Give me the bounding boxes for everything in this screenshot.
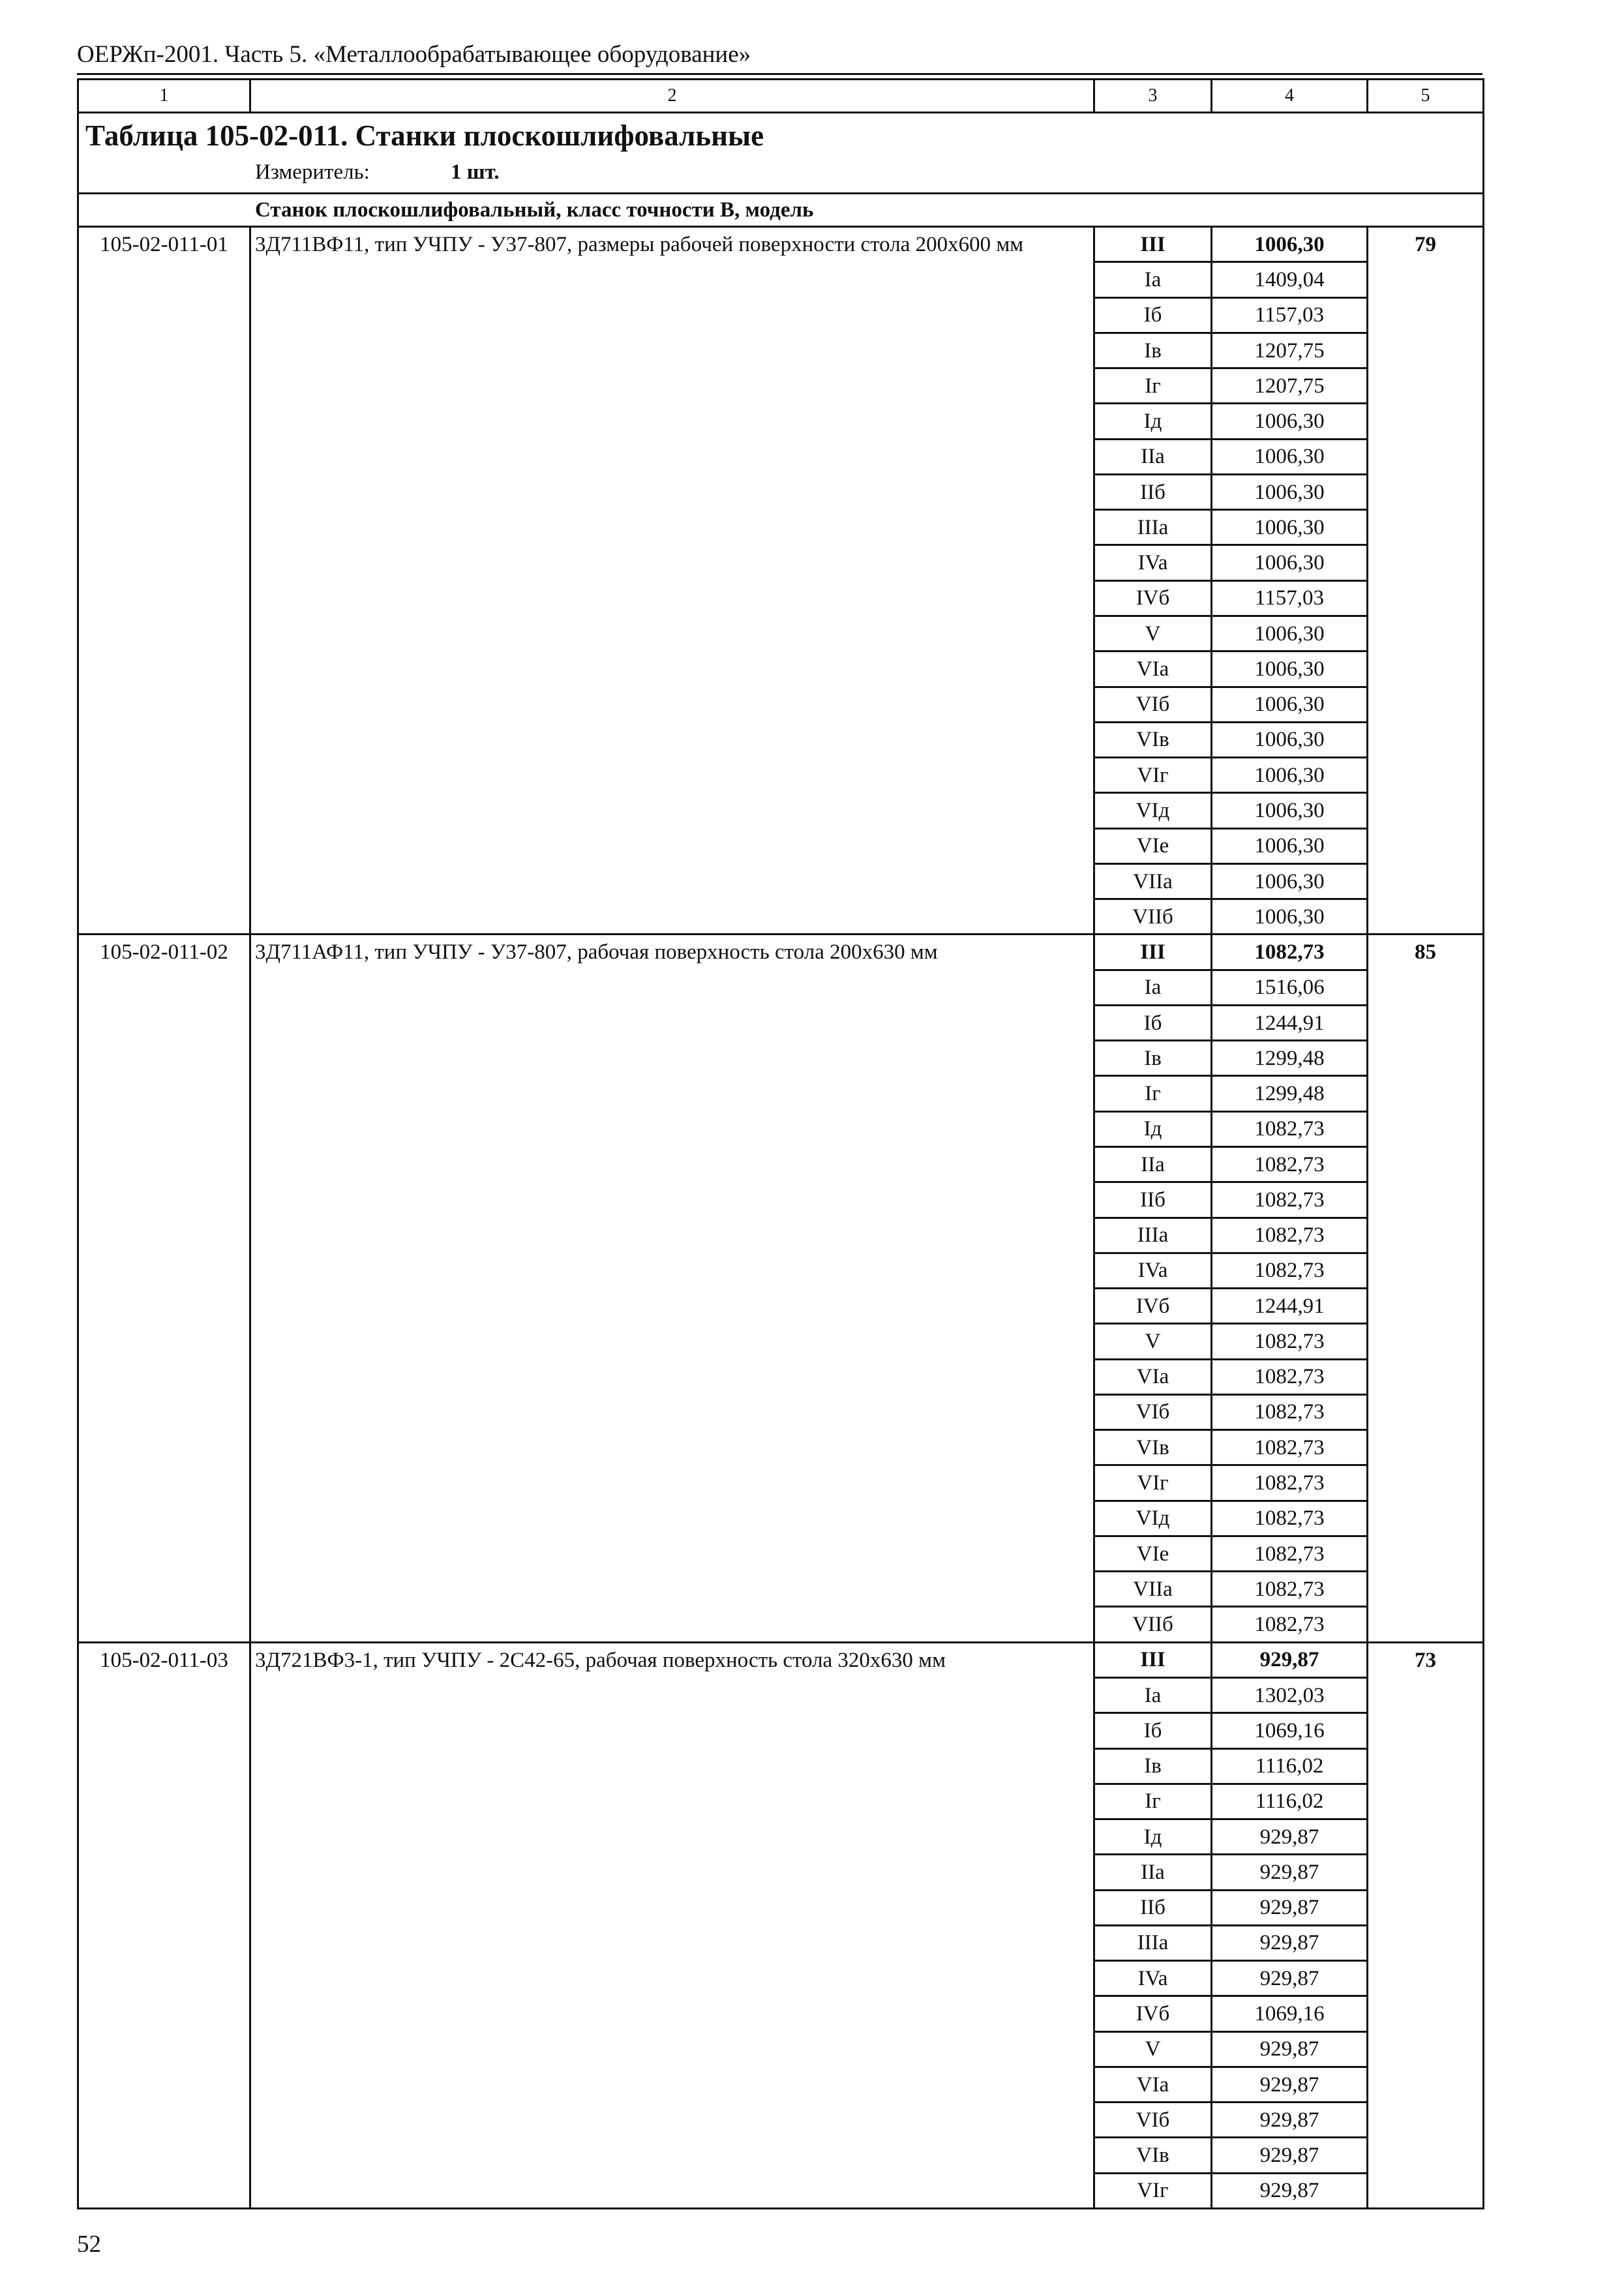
price-cell: 1006,30 [1212, 439, 1368, 474]
price-cell: 1082,73 [1212, 1111, 1368, 1146]
table-row [78, 935, 1484, 970]
zone-cell: IIIa [1094, 1218, 1212, 1253]
zone-cell: VIд [1094, 1501, 1212, 1536]
price-cell: 1069,16 [1212, 1713, 1368, 1748]
zone-cell: Iд [1094, 1819, 1212, 1855]
zone-cell: Iг [1094, 1076, 1212, 1111]
unit-line [255, 159, 500, 185]
price-cell: 1082,73 [1212, 1359, 1368, 1394]
price-cell: 1006,30 [1212, 863, 1368, 899]
table-title: Таблица 105-02-011. Станки плоскошлифовальные [85, 119, 764, 153]
price-cell: 1006,30 [1212, 227, 1368, 262]
entry-number: 73 [1368, 1642, 1484, 2208]
zone-cell: Ia [1094, 262, 1212, 297]
price-cell: 1006,30 [1212, 687, 1368, 722]
entry-code: 105-02-011-03 [78, 1642, 250, 2208]
price-cell: 1082,73 [1212, 1536, 1368, 1571]
zone-cell: V [1094, 616, 1212, 651]
price-cell: 1244,91 [1212, 1289, 1368, 1324]
zone-cell: VIд [1094, 793, 1212, 828]
price-cell: 929,87 [1212, 1925, 1368, 1960]
price-cell: 1069,16 [1212, 1996, 1368, 2031]
price-cell: 1299,48 [1212, 1076, 1368, 1111]
zone-cell: VIIб [1094, 1607, 1212, 1642]
zone-cell: VIIa [1094, 1572, 1212, 1607]
zone-cell: VIe [1094, 828, 1212, 863]
price-cell: 929,87 [1212, 1642, 1368, 1677]
entry-number: 79 [1368, 227, 1484, 935]
table-title-cell [78, 113, 1484, 194]
price-cell: 1082,73 [1212, 1501, 1368, 1536]
price-cell: 929,87 [1212, 1819, 1368, 1855]
price-cell: 1006,30 [1212, 758, 1368, 793]
price-cell: 1082,73 [1212, 1253, 1368, 1288]
price-cell: 1082,73 [1212, 1218, 1368, 1253]
price-cell: 929,87 [1212, 2067, 1368, 2102]
zone-cell: IIб [1094, 1182, 1212, 1218]
entry-description: 3Д711АФ11, тип УЧПУ - У37-807, рабочая поверхность стола 200х630 мм [250, 935, 1094, 1642]
zone-cell: VIб [1094, 687, 1212, 722]
price-cell: 1157,03 [1212, 580, 1368, 616]
price-cell: 1116,02 [1212, 1784, 1368, 1819]
zone-cell: IVб [1094, 580, 1212, 616]
zone-cell: Iв [1094, 333, 1212, 368]
price-cell: 1082,73 [1212, 1324, 1368, 1359]
zone-cell: Iб [1094, 1005, 1212, 1040]
zone-cell: IIIa [1094, 510, 1212, 545]
price-cell: 929,87 [1212, 2102, 1368, 2138]
zone-cell: VIб [1094, 2102, 1212, 2138]
zone-cell: VIa [1094, 651, 1212, 687]
zone-cell: VIв [1094, 2138, 1212, 2173]
zone-cell: VIa [1094, 2067, 1212, 2102]
zone-cell: VIIa [1094, 863, 1212, 899]
page-header: ОЕРЖп-2001. Часть 5. «Металлообрабатывающее оборудование» [77, 41, 751, 68]
price-cell: 929,87 [1212, 2031, 1368, 2067]
price-cell: 1207,75 [1212, 368, 1368, 404]
zone-cell: V [1094, 2031, 1212, 2067]
price-cell: 1244,91 [1212, 1005, 1368, 1040]
model-header-cell [78, 193, 1484, 226]
zone-cell: Iг [1094, 368, 1212, 404]
zone-cell: Iб [1094, 297, 1212, 333]
price-cell: 1157,03 [1212, 297, 1368, 333]
table-title-row [78, 113, 1484, 194]
column-number: 4 [1212, 80, 1368, 113]
price-cell: 1006,30 [1212, 793, 1368, 828]
price-cell: 1082,73 [1212, 935, 1368, 970]
zone-cell: IVб [1094, 1289, 1212, 1324]
model-header: Станок плоскошлифовальный, класс точности В, модель [255, 198, 814, 222]
zone-cell: IVa [1094, 1961, 1212, 1996]
zone-cell: IIa [1094, 1855, 1212, 1890]
column-number: 3 [1094, 80, 1212, 113]
zone-cell: IVa [1094, 545, 1212, 580]
price-cell: 1006,30 [1212, 510, 1368, 545]
zone-cell: Ia [1094, 970, 1212, 1005]
zone-cell: Iд [1094, 404, 1212, 439]
price-cell: 1006,30 [1212, 404, 1368, 439]
price-cell: 1082,73 [1212, 1394, 1368, 1429]
column-number: 1 [78, 80, 250, 113]
entry-number: 85 [1368, 935, 1484, 1642]
zone-cell: VIб [1094, 1394, 1212, 1429]
zone-cell: Iв [1094, 1748, 1212, 1784]
zone-cell: IIIa [1094, 1925, 1212, 1960]
price-cell: 1082,73 [1212, 1147, 1368, 1182]
zone-cell: VIIб [1094, 899, 1212, 935]
zone-cell: VIe [1094, 1536, 1212, 1571]
zone-cell: IIa [1094, 439, 1212, 474]
zone-cell: VIг [1094, 758, 1212, 793]
zone-cell: Iб [1094, 1713, 1212, 1748]
price-cell: 1409,04 [1212, 262, 1368, 297]
unit-value: 1 шт. [451, 160, 500, 185]
zone-cell: Iв [1094, 1041, 1212, 1076]
table-row [78, 1642, 1484, 1677]
price-cell: 1006,30 [1212, 722, 1368, 757]
zone-cell: V [1094, 1324, 1212, 1359]
zone-cell: III [1094, 1642, 1212, 1677]
price-cell: 1516,06 [1212, 970, 1368, 1005]
zone-cell: IIa [1094, 1147, 1212, 1182]
price-cell: 929,87 [1212, 2138, 1368, 2173]
entry-code: 105-02-011-01 [78, 227, 250, 935]
zone-cell: IVб [1094, 1996, 1212, 2031]
zone-cell: VIв [1094, 722, 1212, 757]
price-cell: 929,87 [1212, 1855, 1368, 1890]
table-row [78, 227, 1484, 262]
zone-cell: Ia [1094, 1677, 1212, 1713]
price-cell: 1082,73 [1212, 1430, 1368, 1465]
entry-description: 3Д711ВФ11, тип УЧПУ - У37-807, размеры рабочей поверхности стола 200х600 мм [250, 227, 1094, 935]
zone-cell: IIб [1094, 1890, 1212, 1925]
header-rule [77, 73, 1482, 75]
unit-label: Измеритель: [255, 160, 370, 185]
price-cell: 1006,30 [1212, 616, 1368, 651]
column-number: 5 [1368, 80, 1484, 113]
zone-cell: III [1094, 935, 1212, 970]
zone-cell: VIг [1094, 1465, 1212, 1501]
zone-cell: IVa [1094, 1253, 1212, 1288]
zone-cell: VIa [1094, 1359, 1212, 1394]
column-number: 2 [250, 80, 1094, 113]
price-cell: 1082,73 [1212, 1182, 1368, 1218]
entry-code: 105-02-011-02 [78, 935, 250, 1642]
zone-cell: IIб [1094, 474, 1212, 509]
zone-cell: Iг [1094, 1784, 1212, 1819]
price-cell: 1302,03 [1212, 1677, 1368, 1713]
price-cell: 1006,30 [1212, 651, 1368, 687]
price-cell: 1116,02 [1212, 1748, 1368, 1784]
price-cell: 1207,75 [1212, 333, 1368, 368]
price-cell: 1082,73 [1212, 1572, 1368, 1607]
entry-description: 3Д721ВФ3-1, тип УЧПУ - 2С42-65, рабочая поверхность стола 320х630 мм [250, 1642, 1094, 2208]
page-number: 52 [77, 2231, 101, 2258]
zone-cell: III [1094, 227, 1212, 262]
model-header-row [78, 193, 1484, 226]
price-cell: 1006,30 [1212, 474, 1368, 509]
price-cell: 1082,73 [1212, 1607, 1368, 1642]
price-cell: 1006,30 [1212, 899, 1368, 935]
price-cell: 1006,30 [1212, 828, 1368, 863]
price-cell: 1006,30 [1212, 545, 1368, 580]
zone-cell: VIг [1094, 2173, 1212, 2208]
price-table [77, 78, 1484, 2209]
price-cell: 929,87 [1212, 1890, 1368, 1925]
column-number-row [78, 80, 1484, 113]
price-cell: 1299,48 [1212, 1041, 1368, 1076]
price-cell: 929,87 [1212, 2173, 1368, 2208]
zone-cell: Iд [1094, 1111, 1212, 1146]
zone-cell: VIв [1094, 1430, 1212, 1465]
price-cell: 1082,73 [1212, 1465, 1368, 1501]
price-cell: 929,87 [1212, 1961, 1368, 1996]
